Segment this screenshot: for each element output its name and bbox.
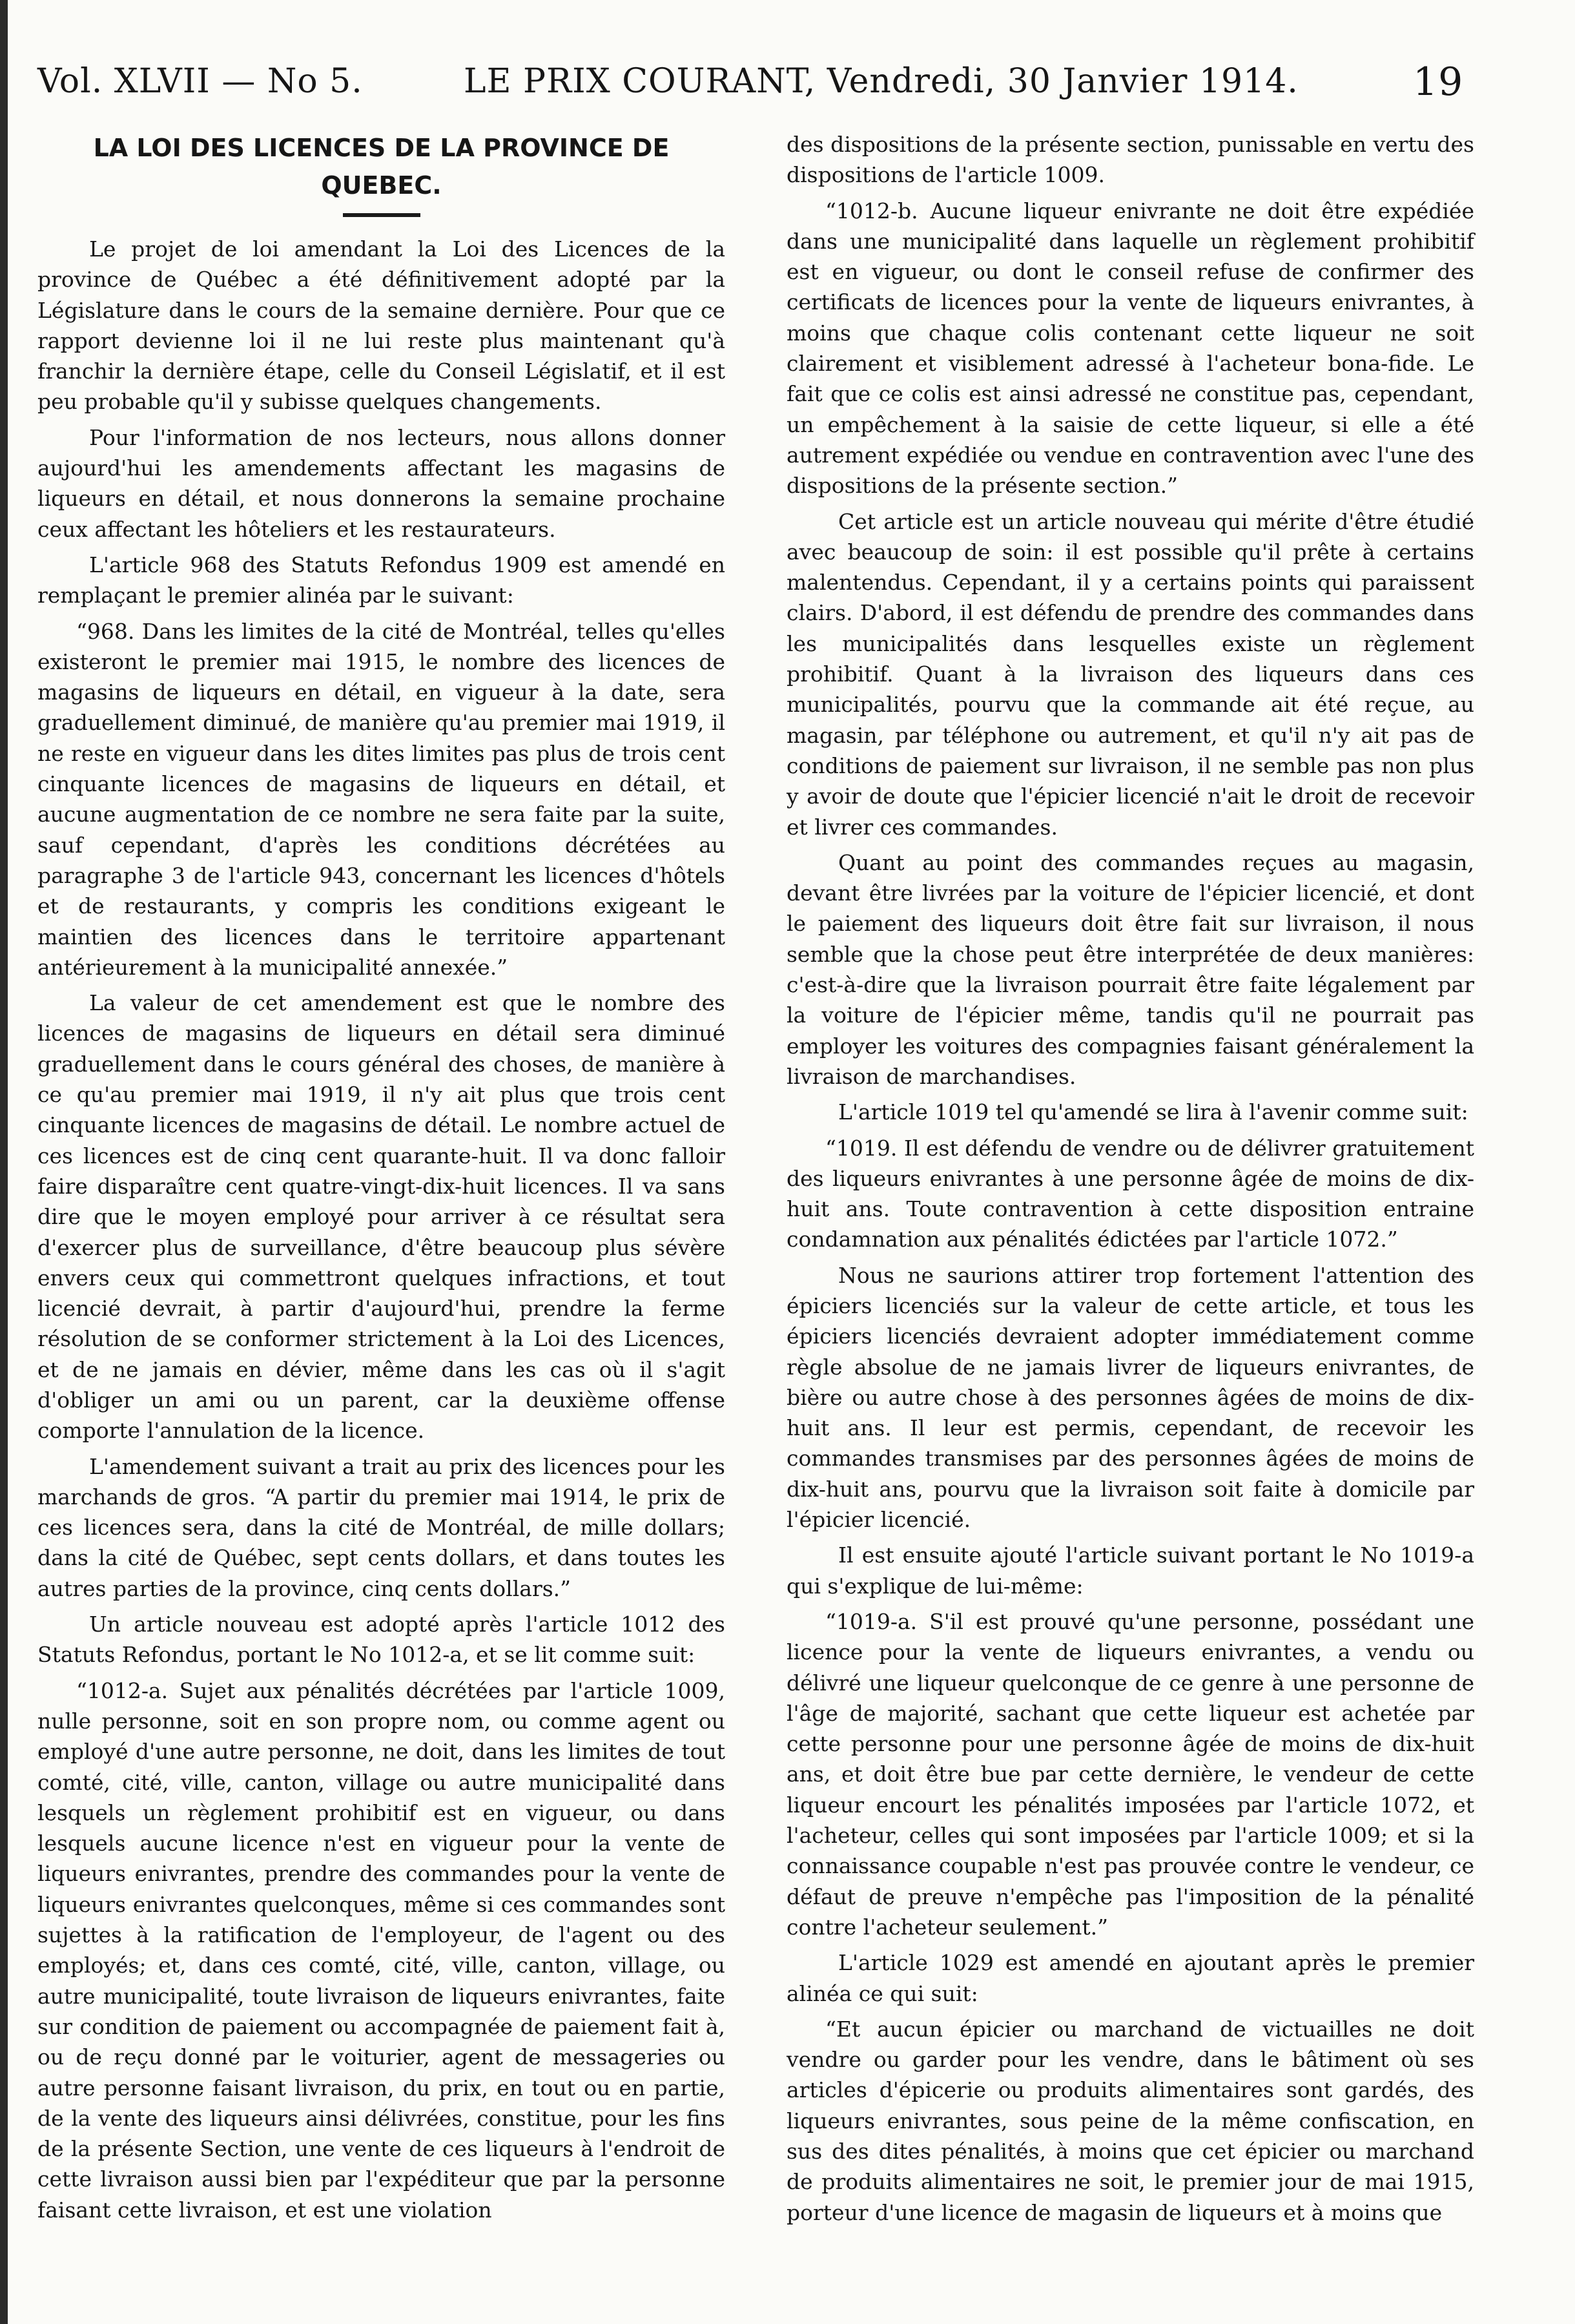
paragraph: Pour l'information de nos lecteurs, nous allons donner aujourd'hui les amendements affectant les magasins de liqueurs en détail, et nous donnerons la semaine prochaine ceux affectant les hôteliers et les restaurateurs. (37, 424, 725, 542)
paragraph: Quant au point des commandes reçues au magasin, devant être livrées par la voiture de l'épicier licencié, et dont le paiement des liqueurs doit être fait sur livraison, il nous semble que la chose peut être interprétée de deux manières: c'est-à-dire que la livraison pourrait être faite légalement par la voiture de l'épicier même, tandis qu'il ne pourrait pas employer les voitures des compagnies faisant généralement la livraison de marchandises. (787, 849, 1474, 1089)
paragraph: L'article 1029 est amendé en ajoutant après le premier alinéa ce qui suit: (787, 1950, 1474, 2006)
paragraph: La valeur de cet amendement est que le nombre des licences de magasins de liqueurs en détail sera diminué graduellement dans le cours général des choses, de manière à ce qu'au premier mai 1919, il n'y ait plus que trois cent cinquante licences de magasins de détail. Le nombre actuel de ces licences est de cinq cent quarante-huit. Il va donc falloir faire disparaître cent quatre-vingt-dix-huit licences. Il va sans dire que le moyen employé pour arriver à ce résultat sera d'exercer plus de surveillance, d'être beaucoup plus sévère envers ceux qui commettront quelques infractions, et tout licencié devrait, à partir d'aujourd'hui, prendre la ferme résolution de se conformer strictement à la Loi des Licences, et de ne jamais en dévier, même dans les cas où il s'agit d'obliger un ami ou un parent, car la deuxième offense comporte l'annulation de la licence. (37, 990, 725, 1444)
quoted-paragraph: “Et aucun épicier ou marchand de victuailles ne doit vendre ou garder pour les vendre, dans le bâtiment où ses articles d'épicerie ou produits alimentaires sont gardés, des liqueurs enivrantes, sous peine de la même confiscation, en sus des dites pénalités, à moins que cet épicier ou marchand de produits alimentaires ne soit, le premier jour de mai 1915, porteur d'une licence de magasin de liqueurs et à moins que (787, 2016, 1474, 2225)
article-title: LA LOI DES LICENCES DE LA PROVINCE DE QUEBEC. (93, 134, 670, 200)
left-column (37, 129, 725, 2230)
paragraph: L'article 968 des Statuts Refondus 1909 est amendé en remplaçant le premier alinéa par le suivant: (37, 552, 725, 608)
page-binding-edge (0, 0, 8, 2324)
quoted-paragraph: “1019-a. S'il est prouvé qu'une personne, possédant une licence pour la vente de liqueurs enivrantes, a vendu ou délivré une liqueur quelconque de ce genre à une personne de l'âge de majorité, sachant que cette liqueur est achetée par cette personne pour une personne âgée de moins de dix-huit ans, et doit être bue par cette dernière, le vendeur de cette liqueur encourt les pénalités imposées par l'article 1072, et l'acheteur, celles qui sont imposées par l'article 1009; et si la connaissance coupable n'est pas prouvée contre le vendeur, ce défaut de preuve n'empêche pas l'imposition de la pénalité contre l'acheteur seulement.” (787, 1608, 1474, 1940)
paragraph-continued: des dispositions de la présente section, punissable en vertu des dispositions de l'article 1009. (787, 132, 1474, 188)
page-header (37, 50, 1464, 109)
paragraph: L'article 1019 tel qu'amendé se lira à l'avenir comme suit: (838, 1099, 1468, 1125)
page-number: 19 (1413, 59, 1464, 105)
paragraph: L'amendement suivant a trait au prix des licences pour les marchands de gros. “A partir du premier mai 1914, le prix de ces licences sera, dans la cité de Montréal, de mille dollars; dans la cité de Québec, sept cents dollars, et dans toutes les autres parties de la province, cinq cents dollars.” (37, 1453, 725, 1601)
paragraph: Cet article est un article nouveau qui mérite d'être étudié avec beaucoup de soin: il est possible qu'il prête à certains malentendus. Cependant, il y a certains points qui paraissent clairs. D'abord, il est défendu de prendre des commandes dans les municipalités dans lesquelles existe un règlement prohibitif. Quant à la livraison des liqueurs dans ces municipalités, pourvu que la commande ait été reçue, au magasin, par téléphone ou autrement, et qu'il n'y ait pas de conditions de paiement sur livraison, il ne semble pas non plus y avoir de doute que l'épicier licencié n'ait le droit de recevoir et livrer ces commandes. (787, 508, 1474, 840)
quoted-paragraph: “968. Dans les limites de la cité de Montréal, telles qu'elles existeront le premier mai 1915, le nombre des licences de magasins de liqueurs en détail, en vigueur à la date, sera graduellement diminué, de manière qu'au premier mai 1919, il ne reste en vigueur dans les dites limites pas plus de trois cent cinquante licences de magasins de liqueurs en détail, et aucune augmentation de ce nombre ne sera faite par la suite, sauf cependant, d'après les conditions décrétées au paragraphe 3 de l'article 943, concernant les licences d'hôtels et de restaurants, y compris les conditions exigeant le maintien des licences dans le territoire appartenant antérieurement à la municipalité annexée.” (37, 618, 725, 980)
quoted-paragraph: “1012-a. Sujet aux pénalités décrétées par l'article 1009, nulle personne, soit en son propre nom, ou comme agent ou employé d'une autre personne, ne doit, dans les limites de tout comté, cité, ville, canton, village ou autre municipalité dans lesquels un règlement prohibitif est en vigueur, ou dans lesquels aucune licence n'est en vigueur pour la vente de liqueurs enivrantes, prendre des commandes pour la vente de liqueurs enivrantes quelconques, même si ces commandes sont sujettes à la ratification de l'employeur, de l'agent ou des employés; et, dans ces comté, cité, ville, canton, village, ou autre municipalité, toute livraison de liqueurs enivrantes, faite sur condition de paiement ou accompagnée de paiement fait à, ou de reçu donné par le voiturier, agent de messageries ou autre personne faisant livraison, du prix, en tout ou en partie, de la vente des liqueurs ainsi délivrées, constitue, pour les fins de la présente Section, une vente de ces liqueurs à l'endroit de cette livraison aussi bien par l'expéditeur que par la personne faisant cette livraison, et est une violation (37, 1677, 725, 2223)
quoted-paragraph: “1012-b. Aucune liqueur enivrante ne doit être expédiée dans une municipalité dans laquelle un règlement prohibitif est en vigueur, ou dont le conseil refuse de confirmer des certificats de licences pour la vente de liqueurs enivrantes, à moins que chaque colis contenant cette liqueur ne soit clairement et visiblement adressé à l'acheteur bona-fide. Le fait que ce colis est ainsi adressé ne constitue pas, cependant, un empêchement à la saisie de cette liqueur, si elle a été autrement expédiée ou vendue en contravention avec l'une des dispositions de la présente section.” (787, 198, 1474, 499)
volume-issue: Vol. XLVII — No 5. (37, 62, 363, 101)
paragraph: Il est ensuite ajouté l'article suivant portant le No 1019-a qui s'explique de lui-même: (787, 1542, 1474, 1599)
paragraph: Le projet de loi amendant la Loi des Licences de la province de Québec a été définitivement adopté par la Législature dans le cours de la semaine dernière. Pour que ce rapport devienne loi il ne lui reste plus maintenant qu'à franchir la dernière étape, celle du Conseil Législatif, et il est peu probable qu'il y subisse quelques changements. (37, 236, 725, 415)
right-column (787, 129, 1474, 2233)
paragraph: Un article nouveau est adopté après l'article 1012 des Statuts Refondus, portant le No 1012-a, et se lit comme suit: (37, 1612, 725, 1668)
quoted-paragraph: “1019. Il est défendu de vendre ou de délivrer gratuitement des liqueurs enivrantes à une personne âgée de moins de dix-huit ans. Toute contravention à cette disposition entraine condamnation aux pénalités édictées par l'article 1072.” (787, 1135, 1474, 1252)
paragraph: Nous ne saurions attirer trop fortement l'attention des épiciers licenciés sur la valeur de cette article, et tous les épiciers licenciés devraient adopter immédiatement comme règle absolue de ne jamais livrer de liqueurs enivrantes, de bière ou autre chose à des personnes âgées de moins de dix-huit ans. Il leur est permis, cependant, de recevoir les commandes transmises par des personnes âgées de moins de dix-huit ans, pourvu que la livraison soit faite à domicile par l'épicier licencié. (787, 1262, 1474, 1533)
masthead: LE PRIX COURANT, Vendredi, 30 Janvier 1914. (464, 62, 1299, 101)
title-rule (343, 213, 420, 217)
